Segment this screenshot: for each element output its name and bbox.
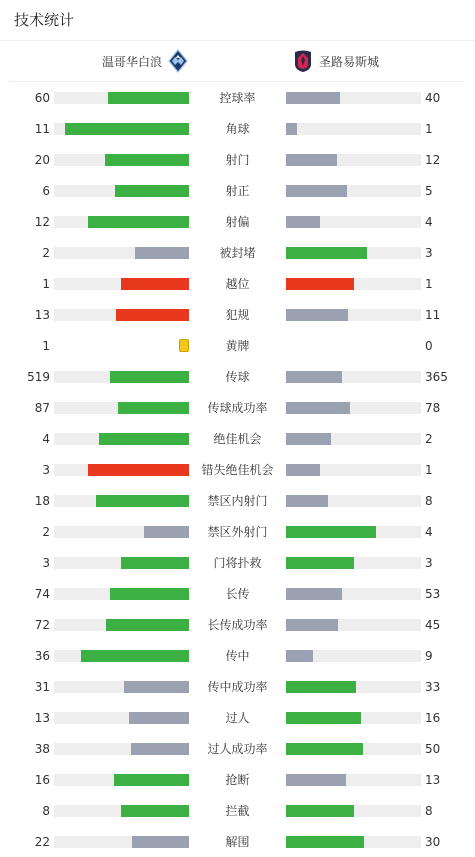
stat-row [0,485,475,516]
away-bar-fill [286,185,347,197]
home-bar-track [54,92,189,104]
away-value: 365 [425,370,448,384]
stat-row [0,330,475,361]
home-bar-fill [96,495,189,507]
away-value: 4 [425,525,433,539]
away-value: 53 [425,587,441,601]
home-value: 11 [34,122,50,136]
home-value: 1 [42,277,50,291]
home-bar-track [54,247,189,259]
home-bar-fill [121,805,189,817]
away-bar-track [286,526,421,538]
stat-label: 解围 [225,835,250,849]
away-bar-fill [286,464,320,476]
home-value: 72 [34,618,50,632]
home-bar-track [54,464,189,476]
away-bar-fill [286,712,361,724]
stat-label: 拦截 [225,804,250,818]
home-bar-fill [106,619,189,631]
home-bar-track [54,154,189,166]
stat-label: 射正 [225,184,250,198]
away-value: 11 [425,308,441,322]
stat-label: 黄牌 [225,339,250,353]
stat-row [0,237,475,268]
stat-label: 传中成功率 [207,680,268,694]
away-bar-fill [286,743,363,755]
home-value: 13 [34,308,50,322]
away-bar-fill [286,402,350,414]
home-bar-fill [110,588,189,600]
home-value: 60 [34,91,50,105]
home-bar-track [54,557,189,569]
home-value: 74 [34,587,50,601]
home-bar-track [54,123,189,135]
home-bar-track [54,712,189,724]
stat-label: 过人 [225,711,250,725]
away-value: 1 [425,463,433,477]
away-value: 45 [425,618,441,632]
away-value: 50 [425,742,441,756]
away-bar-track [286,495,421,507]
home-bar-track [54,650,189,662]
home-bar-fill [132,836,189,848]
home-bar-track [54,309,189,321]
home-value: 31 [34,680,50,694]
stat-row [0,795,475,826]
home-value: 13 [34,711,50,725]
away-bar-fill [286,495,328,507]
section-title: 技术统计 [0,0,475,41]
stat-row [0,702,475,733]
home-bar-fill [114,774,189,786]
home-value: 8 [42,804,50,818]
stat-label: 长传 [225,587,250,601]
away-value: 2 [425,432,433,446]
away-bar-fill [286,433,331,445]
away-bar-track [286,650,421,662]
away-value: 0 [425,339,433,353]
away-bar-track [286,557,421,569]
home-value: 2 [42,525,50,539]
away-value: 12 [425,153,441,167]
away-bar-fill [286,247,367,259]
away-value: 3 [425,246,433,260]
stat-label: 禁区外射门 [207,525,268,539]
vancouver-whitecaps-logo-icon [168,49,188,73]
away-bar-track [286,619,421,631]
away-bar-track [286,371,421,383]
home-bar-track [54,278,189,290]
home-bar-track [54,495,189,507]
stat-label: 禁区内射门 [207,494,268,508]
away-bar-track [286,216,421,228]
away-value: 30 [425,835,441,849]
away-bar-track [286,836,421,848]
home-bar-fill [99,433,189,445]
away-value: 8 [425,804,433,818]
home-bar-track [54,619,189,631]
stat-label: 过人成功率 [207,742,268,756]
away-bar-track [286,278,421,290]
stat-row [0,144,475,175]
stat-label: 被封堵 [219,246,256,260]
home-bar-fill [121,278,189,290]
stat-row [0,113,475,144]
home-value: 18 [34,494,50,508]
stat-row [0,516,475,547]
away-bar-track [286,588,421,600]
stat-label: 犯规 [225,308,250,322]
away-bar-track [286,154,421,166]
home-value: 6 [42,184,50,198]
away-team-name: 圣路易斯城 [319,54,380,69]
away-bar-track [286,712,421,724]
stat-row [0,578,475,609]
home-bar-fill [88,464,189,476]
home-bar-track [54,371,189,383]
away-bar-track [286,433,421,445]
stat-row [0,826,475,857]
away-bar-track [286,247,421,259]
home-value: 36 [34,649,50,663]
stat-row [0,454,475,485]
away-value: 9 [425,649,433,663]
home-bar-fill [108,92,189,104]
stat-row [0,268,475,299]
stat-label: 门将扑救 [213,556,262,570]
stats-list [0,82,475,857]
away-value: 8 [425,494,433,508]
home-bar-track [54,402,189,414]
away-bar-fill [286,681,356,693]
stat-row [0,361,475,392]
home-value: 20 [34,153,50,167]
away-bar-fill [286,836,364,848]
home-bar-fill [110,371,189,383]
stat-label: 控球率 [219,91,256,105]
home-bar-fill [105,154,189,166]
home-bar-track [54,681,189,693]
away-bar-fill [286,557,354,569]
away-bar-track [286,681,421,693]
home-bar-track [54,588,189,600]
stat-row [0,206,475,237]
stat-row [0,547,475,578]
home-bar-fill [131,743,189,755]
home-bar-track [54,774,189,786]
stat-label: 越位 [225,277,250,291]
away-bar-fill [286,588,342,600]
away-team[interactable] [293,41,379,81]
stat-label: 射偏 [225,215,250,229]
st-louis-city-logo-icon [293,49,313,73]
away-bar-track [286,185,421,197]
away-value: 5 [425,184,433,198]
home-value: 38 [34,742,50,756]
home-bar-track [54,185,189,197]
away-bar-fill [286,278,354,290]
away-value: 1 [425,122,433,136]
away-bar-track [286,402,421,414]
away-bar-fill [286,805,354,817]
stat-row [0,82,475,113]
home-value: 519 [27,370,50,384]
away-bar-fill [286,371,342,383]
away-bar-track [286,123,421,135]
away-bar-fill [286,619,338,631]
home-bar-track [54,433,189,445]
home-value: 4 [42,432,50,446]
home-bar-fill [65,123,189,135]
stat-row [0,299,475,330]
away-bar-fill [286,154,337,166]
away-value: 78 [425,401,441,415]
home-bar-track [54,836,189,848]
home-value: 2 [42,246,50,260]
stat-row [0,733,475,764]
away-bar-fill [286,650,313,662]
home-value: 3 [42,463,50,477]
stat-label: 角球 [225,122,250,136]
stat-label: 抢断 [225,773,250,787]
away-value: 13 [425,773,441,787]
away-bar-track [286,774,421,786]
home-bar-track [54,805,189,817]
stat-label: 传中 [225,649,250,663]
home-value: 16 [34,773,50,787]
stat-row [0,423,475,454]
away-value: 16 [425,711,441,725]
home-bar-track [54,743,189,755]
stat-row [0,609,475,640]
home-team[interactable] [102,41,188,81]
yellow-card-icon [179,339,189,352]
stat-row [0,764,475,795]
stat-label: 传球 [225,370,250,384]
stat-label: 射门 [225,153,250,167]
stat-row [0,392,475,423]
home-value: 87 [34,401,50,415]
away-bar-fill [286,774,346,786]
away-value: 33 [425,680,441,694]
home-bar-fill [144,526,189,538]
stat-label: 错失绝佳机会 [201,463,274,477]
stat-label: 绝佳机会 [213,432,262,446]
home-bar-fill [121,557,189,569]
away-bar-fill [286,526,376,538]
stat-label: 传球成功率 [207,401,268,415]
home-bar-track [54,526,189,538]
stat-row [0,671,475,702]
away-bar-track [286,92,421,104]
away-bar-fill [286,309,348,321]
away-value: 3 [425,556,433,570]
home-bar-fill [135,247,189,259]
away-bar-track [286,743,421,755]
away-bar-fill [286,92,340,104]
home-bar-fill [115,185,189,197]
away-bar-track [286,464,421,476]
home-bar-fill [88,216,189,228]
stat-row [0,640,475,671]
team-header [10,41,465,82]
home-value: 12 [34,215,50,229]
away-bar-track [286,309,421,321]
home-bar-fill [124,681,189,693]
away-value: 1 [425,277,433,291]
home-bar-fill [116,309,189,321]
away-value: 4 [425,215,433,229]
home-value: 3 [42,556,50,570]
home-card-area [54,330,189,361]
home-bar-track [54,216,189,228]
stat-row [0,175,475,206]
away-bar-fill [286,123,297,135]
home-bar-fill [81,650,189,662]
home-bar-fill [129,712,189,724]
home-bar-fill [118,402,189,414]
home-value: 1 [42,339,50,353]
stat-label: 长传成功率 [207,618,268,632]
home-team-name: 温哥华白浪 [101,54,162,69]
away-value: 40 [425,91,441,105]
home-value: 22 [34,835,50,849]
away-bar-track [286,805,421,817]
away-bar-fill [286,216,320,228]
